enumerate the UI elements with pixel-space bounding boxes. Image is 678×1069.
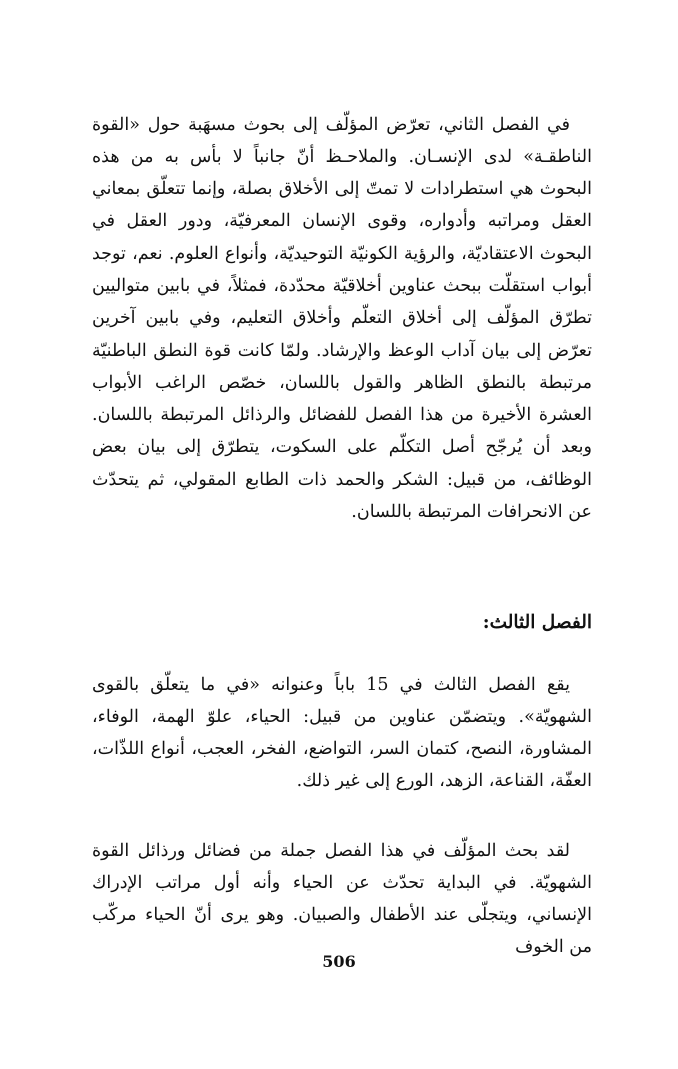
paragraph-chapter-three-discussion: لقد بحث المؤلّف في هذا الفصل جملة من فضائل ورذائل القوة الشهويّة. في البداية تحدّث عن الحياء وأنه أول مراتب الإدراك الإنساني، ويتجلّى عند الأطفال والصبيان. وهو يرى أنّ الحياء مركّب من الخوف [92, 840, 592, 958]
paragraph-chapter-two: في الفصل الثاني، تعرّض المؤلّف إلى بحوث مسهَبة حول «القوة الناطقـة» لدى الإنسـان. والملاحـظ أنّ جانباً لا بأس به من هذه البحوث هي استطرادات لا تمتّ إلى الأخلاق بصلة، وإنما تتعلّق بمعاني العقل ومراتبه وأدواره، وقوى الإنسان المعرفيّة، ودور العقل في البحوث الاعتقاديّة، والرؤية الكونيّة التوحيديّة، وأنواع العلوم. نعم، توجد أبواب استقلّت ببحث عناوين أخلاقيّة محدّدة، فمثلاً، في بابين متواليين تطرّق المؤلّف إلى أخلاق التعلّم وأخلاق التعليم، وفي بابين آخرين تعرّض إلى بيان آداب الوعظ والإرشاد. ولمّا كانت قوة النطق الباطنيّة مرتبطة بالنطق الظاهر والقول باللسان، خصّص الراغب الأبواب العشرة الأخيرة من هذا الفصل للفضائل والرذائل المرتبطة باللسان. وبعد أن يُرجّح أصل التكلّم على السكوت، يتطرّق إلى بيان بعض الوظائف، من قبيل: الشكر والحمد ذات الطابع المقولي، ثم يتحدّث عن الانحرافات المرتبطة باللسان. [92, 114, 592, 523]
page-number: 506 [322, 952, 356, 971]
paragraph-chapter-three-intro: يقع الفصل الثالث في 15 باباً وعنوانه «في ما يتعلّق بالقوى الشهويّة». ويتضمّن عناوين من قبيل: الحياء، علوّ الهمة، الوفاء، المشاورة، النصح، كتمان السر، التواضع، الفخر، العجب، أنواع اللذّات، العفّة، القناعة، الزهد، الورع إلى غير ذلك. [92, 674, 592, 792]
section-heading-chapter-three: الفصل الثالث: [482, 612, 592, 634]
